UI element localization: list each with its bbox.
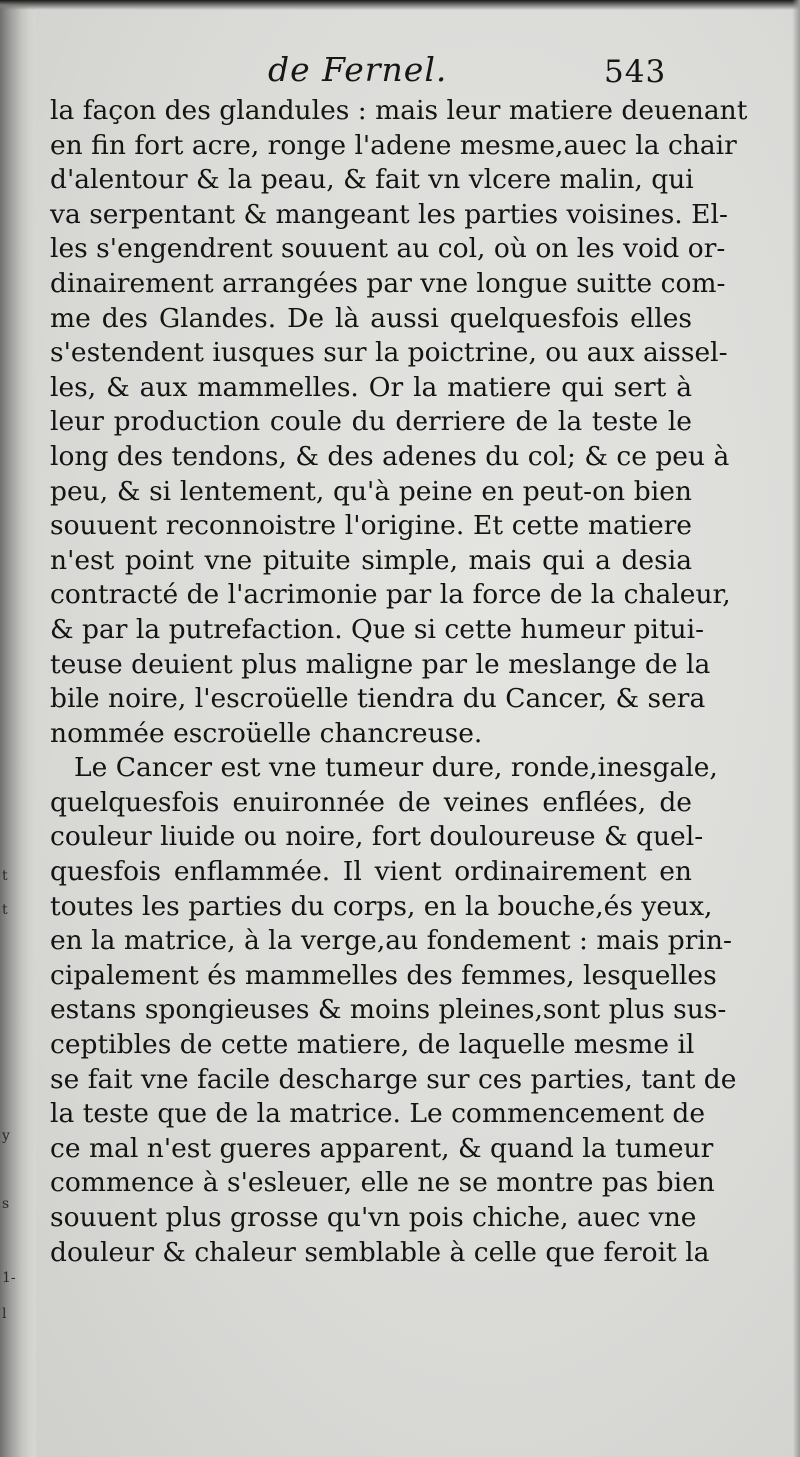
text-line: souuent reconnoistre l'origine. Et cette matiere bbox=[50, 510, 692, 542]
body-text bbox=[50, 94, 748, 1270]
page-number: 543 bbox=[604, 54, 667, 90]
text-line: bile noire, l'escroüelle tiendra du Cancer, & sera bbox=[50, 683, 706, 715]
text-line: estans spongieuses & moins pleines,sont plus sus- bbox=[50, 994, 727, 1026]
text-line: ceptibles de cette matiere, de laquelle mesme il bbox=[50, 1029, 695, 1061]
margin-mark: t bbox=[2, 902, 8, 918]
margin-mark: 1- bbox=[2, 1270, 16, 1286]
text-line: toutes les parties du corps, en la bouche,és yeux, bbox=[50, 890, 713, 922]
text-line: couleur liuide ou noire, fort douloureuse & quel- bbox=[50, 821, 704, 853]
text-line: les s'engendrent souuent au col, où on les void or- bbox=[50, 233, 726, 265]
text-line: la teste que de la matrice. Le commencement de bbox=[50, 1098, 706, 1130]
text-line: s'estendent iusques sur la poictrine, ou aux aissel- bbox=[50, 337, 728, 369]
text-line: d'alentour & la peau, & fait vn vlcere malin, qui bbox=[50, 164, 694, 196]
text-line: les, & aux mammelles. Or la matiere qui sert à bbox=[50, 371, 692, 403]
text-line: en la matrice, à la verge,au fondement : mais prin- bbox=[50, 925, 732, 957]
text-line: leur production coule du derriere de la teste le bbox=[50, 406, 692, 438]
margin-mark: s bbox=[2, 1196, 10, 1212]
text-line: nommée escroüelle chancreuse. bbox=[50, 717, 483, 749]
text-line: teuse deuient plus maligne par le meslange de la bbox=[50, 648, 711, 680]
text-line: va serpentant & mangeant les parties voisines. El- bbox=[50, 198, 728, 230]
text-line: ce mal n'est gueres apparent, & quand la tumeur bbox=[50, 1132, 714, 1164]
book-page bbox=[36, 10, 792, 1457]
right-page-edge bbox=[792, 0, 800, 1457]
top-page-shadow bbox=[0, 0, 800, 10]
text-line: & par la putrefaction. Que si cette humeur pitui- bbox=[50, 613, 705, 645]
text-line: douleur & chaleur semblable à celle que feroit la bbox=[50, 1236, 710, 1268]
page-header bbox=[36, 50, 792, 100]
text-line: long des tendons, & des adenes du col; & ce peu à bbox=[50, 440, 730, 472]
text-line: quelquesfois enuironnée de veines enflées, de bbox=[50, 786, 692, 818]
text-line: cipalement és mammelles des femmes, lesquelles bbox=[50, 959, 717, 991]
margin-mark: l bbox=[2, 1306, 7, 1322]
text-line: me des Glandes. De là aussi quelquesfois elles bbox=[50, 302, 692, 334]
text-line: peu, & si lentement, qu'à peine en peut-on bien bbox=[50, 475, 692, 507]
text-line: souuent plus grosse qu'vn pois chiche, auec vne bbox=[50, 1202, 697, 1233]
margin-mark: y bbox=[2, 1128, 10, 1144]
previous-page-edge bbox=[0, 0, 36, 1457]
text-line: la façon des glandules : mais leur matiere deuenant bbox=[50, 95, 748, 126]
text-line: dinairement arrangées par vne longue suitte com- bbox=[50, 267, 726, 299]
text-line: quesfois enflammée. Il vient ordinairement en bbox=[50, 856, 692, 888]
text-line: n'est point vne pituite simple, mais qui a desia bbox=[50, 544, 692, 576]
text-line: Le Cancer est vne tumeur dure, ronde,inesgale, bbox=[74, 752, 718, 784]
margin-mark: t bbox=[2, 868, 8, 884]
text-line: en fin fort acre, ronge l'adene mesme,auec la chair bbox=[50, 129, 737, 161]
text-line: se fait vne facile descharge sur ces parties, tant de bbox=[50, 1063, 737, 1095]
text-line: commence à s'esleuer, elle ne se montre pas bien bbox=[50, 1167, 715, 1199]
text-line: contracté de l'acrimonie par la force de la chaleur, bbox=[50, 579, 731, 611]
running-title: de Fernel. bbox=[268, 50, 448, 89]
